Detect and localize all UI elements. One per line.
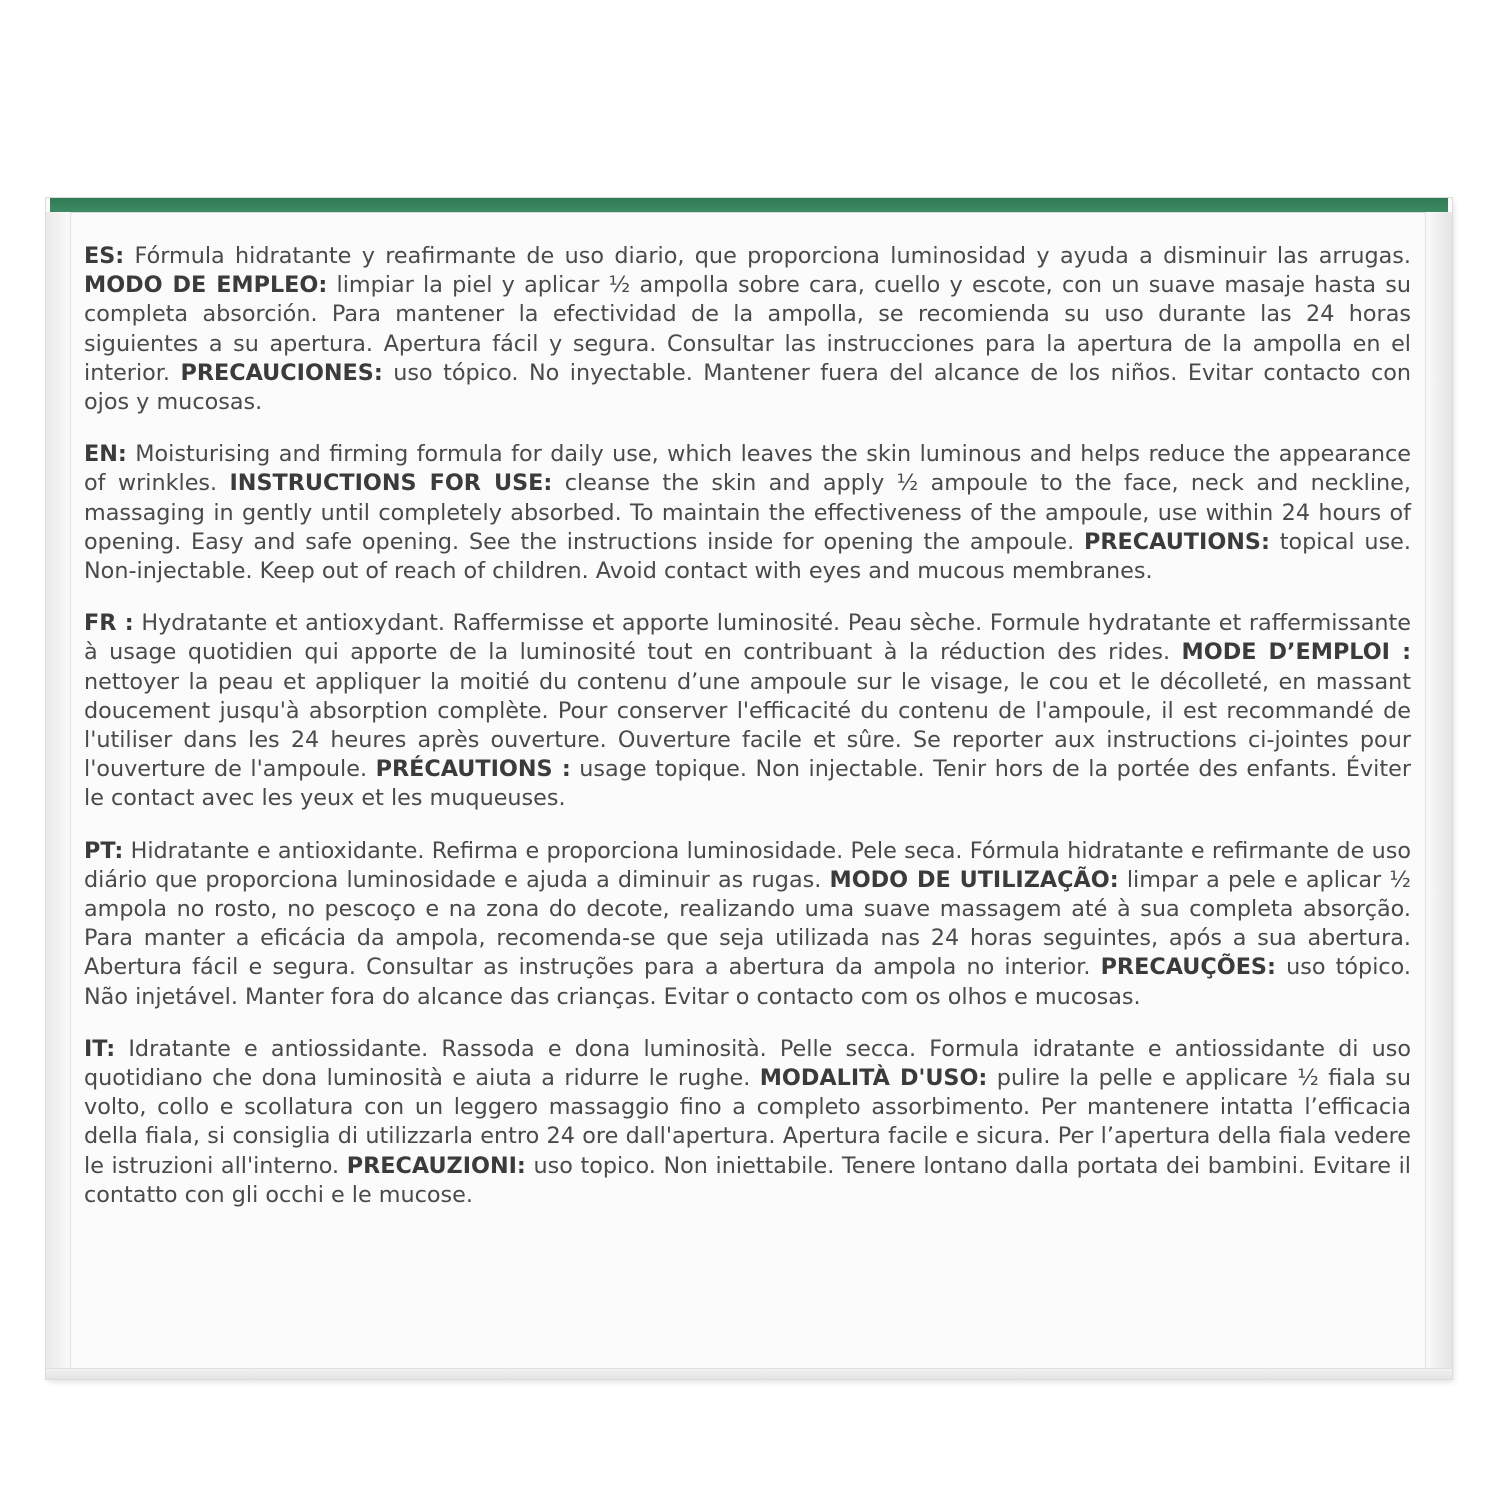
heading-segment: PRECAUCIONES:	[180, 359, 383, 386]
text-segment: Fórmula hidratante y reafirmante de uso diario, que proporciona luminosidad y ayuda a disminuir las arrugas.	[124, 243, 1411, 269]
text-segment: Hydratante et antioxydant. Raffermisse et apporte luminosité. Peau sèche. Formule hydratante et raffermissante à usage quotidien qui apporte de la luminosité tout en contribuant à la réduction des rides.	[84, 610, 1411, 666]
paragraph-it	[84, 1035, 1411, 1210]
text-segment: uso topico. Non iniettabile. Tenere lontano dalla portata dei bambini. Evitare il contatto con gli occhi e le mucose.	[84, 1152, 1412, 1208]
heading-segment: PRECAUÇÕES:	[1100, 954, 1276, 981]
text-segment: Moisturising and firming formula for daily use, which leaves the skin luminous and helps reduce the appearance of wrinkles.	[84, 441, 1411, 497]
text-segment: limpar a pele e aplicar ½ ampola no rosto, no pescoço e na zona do decote, realizando uma suave massagem até à sua completa absorção. Para manter a eficácia da ampola, recomenda-se que seja utilizada nas 24 horas seguintes, após a sua abertura. Abertura fácil e segura. Consultar as instruções para a abertura da ampola no interior.	[84, 866, 1411, 981]
box-right-edge	[1425, 212, 1452, 1379]
paragraph-fr	[84, 609, 1411, 813]
text-segment: nettoyer la peau et appliquer la moitié du contenu d’une ampoule sur le visage, le cou et le décolleté, en massant doucement jusqu'à absorption complète. Pour conserver l'efficacité du contenu de l'ampoule, il est recommandé de l'utiliser dans les 24 heures après ouverture. Ouverture facile et sûre. Se reporter aux instructions ci-jointes pour l'ouverture de l'ampoule.	[84, 668, 1411, 783]
text-segment: uso tópico. Não injetável. Manter fora do alcance das crianças. Evitar o contacto com os olhos e mucosas.	[84, 954, 1411, 1010]
lang-code: ES:	[84, 243, 125, 269]
lang-code: EN:	[84, 441, 127, 468]
heading-segment: MODO DE UTILIZAÇÃO:	[829, 866, 1119, 893]
text-segment: limpiar la piel y aplicar ½ ampolla sobre cara, cuello y escote, con un suave masaje hasta su completa absorción. Para mantener la efectividad de la ampolla, se recomienda su uso durante las 24 horas siguientes a su apertura. Apertura fácil y segura. Consultar las instrucciones para la apertura de la ampolla en el interior.	[84, 272, 1411, 386]
text-segment: pulire la pelle e applicare ½ fiala su volto, collo e scollatura con un leggero massaggio fino a completo assorbimento. Per mantenere intatta l’efficacia della fiala, si consiglia di utilizzarla entro 24 ore dall'apertura. Apertura facile e sicura. Per l’apertura della fiala vedere le istruzioni all'interno.	[84, 1065, 1411, 1179]
heading-segment: MODO DE EMPLEO:	[84, 272, 328, 299]
lang-code: FR :	[84, 610, 134, 637]
green-top-edge	[50, 198, 1448, 213]
text-segment: Idratante e antiossidante. Rassoda e dona luminosità. Pelle secca. Formula idratante e antiossidante di uso quotidiano che dona luminosità e aiuta a ridurre le rughe.	[84, 1035, 1411, 1092]
text-segment: Hidratante e antioxidante. Refirma e proporciona luminosidade. Pele seca. Fórmula hidratante e refirmante de uso diário que proporciona luminosidade e ajuda a diminuir as rugas.	[84, 837, 1411, 893]
heading-segment: PRÉCAUTIONS :	[375, 756, 571, 783]
box-left-edge	[46, 212, 71, 1379]
heading-segment: INSTRUCTIONS FOR USE:	[229, 470, 553, 497]
heading-segment: PRECAUZIONI:	[346, 1152, 526, 1179]
heading-segment: PRECAUTIONS:	[1084, 528, 1270, 555]
lang-code: IT:	[84, 1035, 116, 1062]
paragraph-en	[84, 440, 1411, 586]
box-bottom-edge	[46, 1368, 1452, 1379]
text-segment: cleanse the skin and apply ½ ampoule to the face, neck and neckline, massaging in gently until completely absorbed. To maintain the effectiveness of the ampoule, use within 24 hours of opening. Easy and safe opening. See the instructions inside for opening the ampoule.	[84, 470, 1411, 555]
label-text-block	[84, 242, 1411, 1233]
text-segment: uso tópico. No inyectable. Mantener fuera del alcance de los niños. Evitar contacto con ojos y mucosas.	[84, 359, 1412, 416]
lang-code: PT:	[84, 837, 124, 864]
text-segment: usage topique. Non injectable. Tenir hors de la portée des enfants. Éviter le contact avec les yeux et les muqueuses.	[84, 756, 1412, 812]
paragraph-es	[84, 242, 1411, 417]
heading-segment: MODALITÀ D'USO:	[759, 1065, 988, 1092]
heading-segment: MODE D’EMPLOI :	[1181, 639, 1411, 666]
paragraph-pt	[84, 837, 1411, 1012]
text-segment: topical use. Non-injectable. Keep out of reach of children. Avoid contact with eyes and mucous membranes.	[84, 528, 1411, 585]
product-box-back-panel	[46, 198, 1452, 1379]
